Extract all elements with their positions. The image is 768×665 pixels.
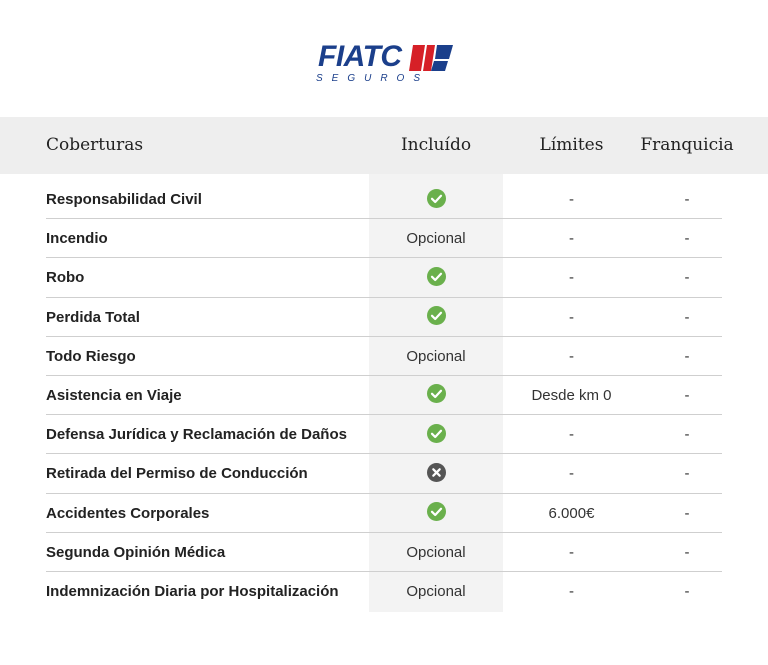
check-icon [427,267,446,286]
included-status [369,415,503,454]
table-row [0,494,768,533]
logo-tagline: SEGUROS [316,73,430,84]
table-row [0,533,768,572]
logo-wordmark: FIATC [318,40,402,73]
header-franquicia: Franquicia [640,135,734,155]
logo-mark-icon [409,45,453,71]
table-row [0,219,768,258]
header-limites: Límites [539,135,604,155]
coverage-name: Asistencia en Viaje [46,386,182,404]
coverage-name: Robo [46,269,85,287]
limit-value: - [569,269,574,287]
deductible-value: - [684,543,690,561]
limit-value: - [569,191,574,208]
check-icon [427,384,446,403]
coverage-name: Defensa Jurídica y Reclamación de Daños [46,426,347,444]
check-icon [427,502,446,521]
table-row [0,376,768,415]
limit-value: - [569,582,574,600]
included-status [369,454,503,493]
table-row [0,572,768,611]
included-optional-text: Opcional [406,230,466,248]
deductible-value: - [684,426,690,444]
included-optional-text: Opcional [406,582,466,600]
limit-value: - [569,347,574,365]
coverage-name: Incendio [46,230,108,248]
coverage-name: Retirada del Permiso de Conducción [46,465,308,483]
included-optional-text: Opcional [406,347,466,365]
deductible-value: - [684,582,690,600]
limit-value: - [569,426,574,444]
table-row [0,298,768,337]
limit-value: 6.000€ [548,504,595,522]
deductible-value: - [684,191,690,208]
coverage-name: Todo Riesgo [46,347,136,365]
header-coberturas: Coberturas [46,135,144,155]
limit-value: Desde km 0 [531,386,612,404]
included-status [369,298,503,337]
deductible-value: - [684,386,690,404]
limit-value: - [569,465,574,483]
limit-value: - [569,308,574,326]
check-icon [427,306,446,325]
coverage-name: Segunda Opinión Médica [46,543,226,561]
coverage-name: Accidentes Corporales [46,504,210,522]
cross-icon [427,463,446,482]
included-optional-text: Opcional [406,543,466,561]
table-row [0,337,768,376]
limit-value: - [569,543,574,561]
limit-value: - [569,230,574,248]
deductible-value: - [684,308,690,326]
table-row [0,415,768,454]
table-row [0,258,768,297]
coverage-name: Perdida Total [46,308,140,326]
check-icon [427,424,446,443]
deductible-value: - [684,347,690,365]
included-status [369,494,503,533]
table-row [0,180,768,219]
coverage-table-body [0,180,768,611]
coverage-name: Indemnización Diaria por Hospitalización [46,582,339,600]
included-status [369,180,503,219]
header-incluido: Incluído [400,135,472,155]
deductible-value: - [684,230,690,248]
fiatc-logo [300,42,470,88]
table-row [0,454,768,493]
included-status [369,376,503,415]
deductible-value: - [684,465,690,483]
coverage-name: Responsabilidad Civil [46,191,202,208]
included-status [369,258,503,297]
deductible-value: - [684,269,690,287]
check-icon [427,189,446,208]
deductible-value: - [684,504,690,522]
